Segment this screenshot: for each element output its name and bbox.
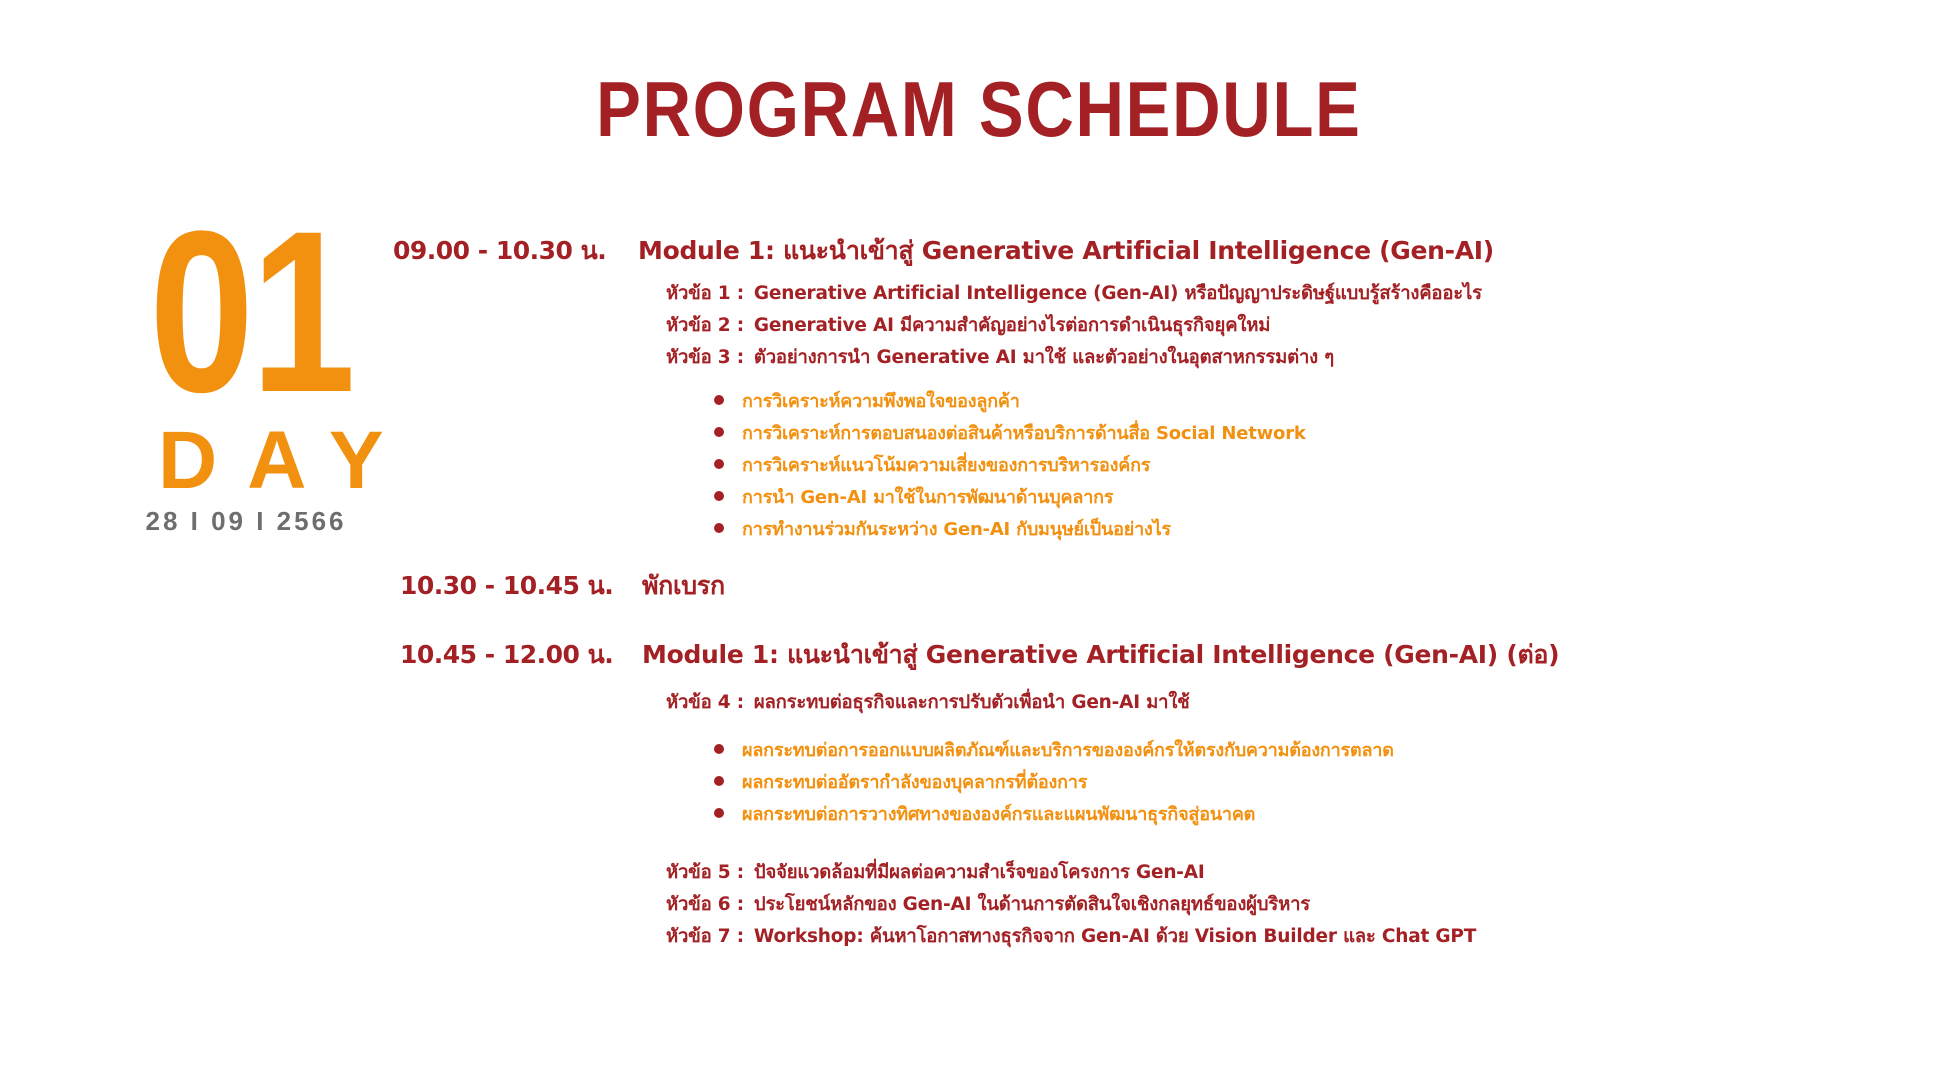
topic-label: หัวข้อ 6 : xyxy=(666,894,744,915)
day-label: DAY xyxy=(158,415,414,506)
topic-item xyxy=(666,311,1270,340)
bullet-item xyxy=(714,482,1113,511)
bullet-dot-icon xyxy=(714,491,724,501)
bullet-text: การวิเคราะห์แนวโน้มความเสี่ยงของการบริหารองค์กร xyxy=(742,455,1151,476)
page-title: PROGRAM SCHEDULE xyxy=(596,65,1362,153)
bullet-text: ผลกระทบต่ออัตรากำลังของบุคลากรที่ต้องการ xyxy=(742,772,1088,793)
topic-text: ตัวอย่างการนำ Generative AI มาใช้ และตัวอย่างในอุตสาหกรรมต่าง ๆ xyxy=(753,347,1334,368)
bullet-text: ผลกระทบต่อการออกแบบผลิตภัณฑ์และบริการขององค์กรให้ตรงกับความต้องการตลาด xyxy=(742,740,1394,761)
topic-text: Generative AI มีความสำคัญอย่างไรต่อการดำเนินธุรกิจยุคใหม่ xyxy=(753,315,1271,336)
bullet-text: การนำ Gen-AI มาใช้ในการพัฒนาด้านบุคลากร xyxy=(742,487,1114,508)
bullet-dot-icon xyxy=(714,808,724,818)
day-number: 01 xyxy=(149,183,353,440)
bullet-item xyxy=(714,450,1150,479)
topic-label: หัวข้อ 3 : xyxy=(666,347,744,368)
topic-text: ประโยชน์หลักของ Gen-AI ในด้านการตัดสินใจเชิงกลยุทธ์ของผู้บริหาร xyxy=(753,894,1310,915)
topic-label: หัวข้อ 2 : xyxy=(666,315,744,336)
day-date: 28 I 09 I 2566 xyxy=(145,506,347,536)
bullet-dot-icon xyxy=(714,395,724,405)
topic-text: ผลกระทบต่อธุรกิจและการปรับตัวเพื่อนำ Gen-AI มาใช้ xyxy=(753,692,1190,713)
bullet-text: การวิเคราะห์การตอบสนองต่อสินค้าหรือบริการด้านสื่อ Social Network xyxy=(742,423,1306,444)
topic-label: หัวข้อ 1 : xyxy=(666,283,744,304)
session-time: 09.00 - 10.30 น. xyxy=(393,236,607,265)
bullet-text: การทำงานร่วมกันระหว่าง Gen-AI กับมนุษย์เป็นอย่างไร xyxy=(742,519,1171,540)
bullet-text: การวิเคราะห์ความพึงพอใจของลูกค้า xyxy=(742,391,1020,412)
topic-item xyxy=(666,688,1190,717)
session-title: Module 1: แนะนำเข้าสู่ Generative Artificial Intelligence (Gen-AI) (ต่อ) xyxy=(642,640,1560,669)
bullet-dot-icon xyxy=(714,427,724,437)
topic-label: หัวข้อ 4 : xyxy=(666,692,744,713)
bullet-dot-icon xyxy=(714,776,724,786)
bullet-item xyxy=(714,799,1255,828)
bullet-dot-icon xyxy=(714,744,724,754)
topic-text: ปัจจัยแวดล้อมที่มีผลต่อความสำเร็จของโครงการ Gen-AI xyxy=(753,862,1205,883)
topic-label: หัวข้อ 5 : xyxy=(666,862,744,883)
session-title: พักเบรก xyxy=(642,571,725,600)
bullet-item xyxy=(714,386,1020,415)
topic-label: หัวข้อ 7 : xyxy=(666,926,744,947)
topic-text: Generative Artificial Intelligence (Gen-AI) หรือปัญญาประดิษฐ์แบบรู้สร้างคืออะไร xyxy=(753,283,1482,304)
topic-item xyxy=(666,279,1482,308)
bullet-item xyxy=(714,767,1087,796)
session-title: Module 1: แนะนำเข้าสู่ Generative Artificial Intelligence (Gen-AI) xyxy=(638,236,1494,265)
session-time: 10.45 - 12.00 น. xyxy=(400,640,614,669)
day-badge xyxy=(128,183,414,536)
topic-item xyxy=(666,858,1205,887)
bullet-dot-icon xyxy=(714,459,724,469)
bullet-item xyxy=(714,418,1306,447)
bullet-item xyxy=(714,514,1171,543)
bullet-text: ผลกระทบต่อการวางทิศทางขององค์กรและแผนพัฒนาธุรกิจสู่อนาคต xyxy=(742,804,1256,825)
topic-item xyxy=(666,343,1334,372)
topic-item xyxy=(666,890,1310,919)
bullet-dot-icon xyxy=(714,523,724,533)
session-time: 10.30 - 10.45 น. xyxy=(400,571,614,600)
topic-item xyxy=(666,922,1476,951)
topic-text: Workshop: ค้นหาโอกาสทางธุรกิจจาก Gen-AI ด้วย Vision Builder และ Chat GPT xyxy=(753,926,1477,947)
bullet-item xyxy=(714,735,1394,764)
